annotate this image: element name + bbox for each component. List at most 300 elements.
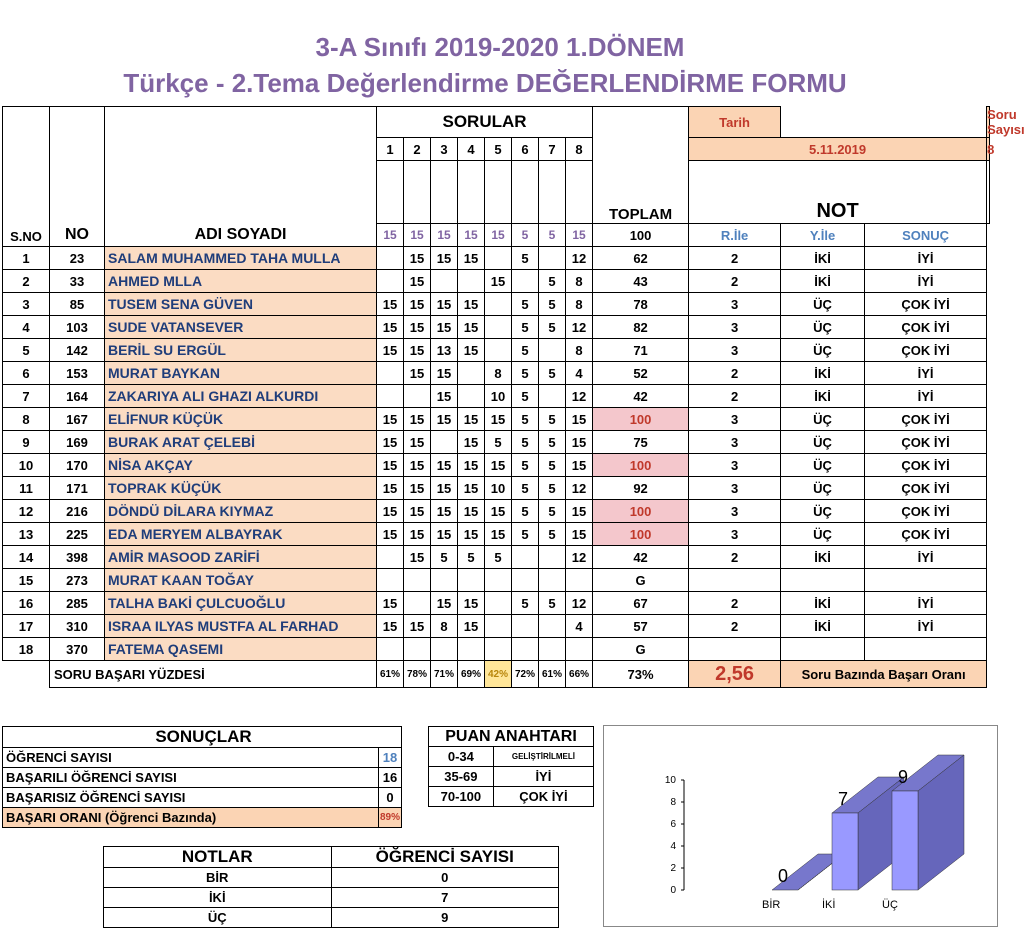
score-cell (512, 615, 539, 638)
question-percent: 42% (485, 661, 512, 688)
score-cell: 15 (404, 408, 431, 431)
score-cell: 5 (539, 477, 566, 500)
bar-data-label: 9 (898, 767, 909, 787)
student-r-grade (689, 638, 781, 661)
score-cell: 5 (539, 592, 566, 615)
question-percent: 61% (377, 661, 404, 688)
no-header: NO (50, 107, 105, 247)
student-r-grade: 2 (689, 270, 781, 293)
student-result: İYİ (865, 385, 987, 408)
score-cell: 15 (485, 500, 512, 523)
question-percent: 71% (431, 661, 458, 688)
score-cell: 15 (458, 247, 485, 270)
score-cell: 15 (377, 523, 404, 546)
student-total: 62 (593, 247, 689, 270)
score-cell: 15 (404, 546, 431, 569)
student-name: FATEMA QASEMI (105, 638, 377, 661)
student-no: 273 (50, 569, 105, 592)
score-cell: 5 (485, 546, 512, 569)
question-number: 6 (512, 138, 539, 161)
results-row (3, 748, 402, 768)
student-total: 100 (593, 523, 689, 546)
score-cell: 5 (512, 431, 539, 454)
grade-count: 0 (331, 868, 559, 888)
score-cell: 8 (485, 362, 512, 385)
student-y-grade: ÜÇ (781, 293, 865, 316)
results-label: ÖĞRENCİ SAYISI (3, 748, 379, 768)
student-r-grade: 3 (689, 477, 781, 500)
results-value: 16 (379, 768, 402, 788)
question-points: 5 (539, 224, 566, 247)
student-sno: 5 (3, 339, 50, 362)
student-y-grade: ÜÇ (781, 408, 865, 431)
score-cell: 5 (512, 362, 539, 385)
score-cell (404, 385, 431, 408)
score-range: 0-34 (429, 747, 494, 767)
score-cell: 15 (431, 592, 458, 615)
student-result: ÇOK İYİ (865, 431, 987, 454)
results-value: 0 (379, 788, 402, 808)
student-r-grade: 2 (689, 247, 781, 270)
student-r-grade: 2 (689, 592, 781, 615)
table-row (3, 247, 990, 270)
student-r-grade: 3 (689, 454, 781, 477)
score-cell: 15 (377, 477, 404, 500)
max-total: 100 (593, 224, 689, 247)
score-cell: 4 (566, 362, 593, 385)
score-cell (485, 638, 512, 661)
score-cell: 15 (566, 454, 593, 477)
student-sno: 7 (3, 385, 50, 408)
score-cell: 15 (566, 431, 593, 454)
score-cell: 15 (404, 500, 431, 523)
score-cell (377, 247, 404, 270)
score-cell (377, 270, 404, 293)
score-cell: 15 (566, 500, 593, 523)
score-cell: 15 (458, 615, 485, 638)
score-cell: 5 (512, 339, 539, 362)
grade-count-table (103, 846, 559, 928)
score-cell: 15 (404, 316, 431, 339)
question-percent: 61% (539, 661, 566, 688)
student-no: 285 (50, 592, 105, 615)
question-percent: 69% (458, 661, 485, 688)
score-cell: 15 (404, 454, 431, 477)
student-sno: 13 (3, 523, 50, 546)
grade-name: İKİ (104, 888, 332, 908)
question-percent: 66% (566, 661, 593, 688)
x-tick-label: ÜÇ (882, 899, 898, 911)
student-no: 33 (50, 270, 105, 293)
table-row (3, 569, 990, 592)
x-tick-label: BİR (762, 899, 781, 911)
score-cell: 5 (512, 408, 539, 431)
student-r-grade: 3 (689, 523, 781, 546)
student-name: SALAM MUHAMMED TAHA MULLA (105, 247, 377, 270)
score-cell: 15 (431, 293, 458, 316)
table-row (3, 408, 990, 431)
score-cell: 15 (566, 523, 593, 546)
score-cell (539, 638, 566, 661)
score-cell: 15 (404, 523, 431, 546)
score-cell: 15 (431, 454, 458, 477)
student-total: 67 (593, 592, 689, 615)
student-sno: 6 (3, 362, 50, 385)
table-row (3, 431, 990, 454)
student-total: 100 (593, 500, 689, 523)
student-r-grade: 3 (689, 316, 781, 339)
student-result: ÇOK İYİ (865, 500, 987, 523)
score-cell: 5 (539, 408, 566, 431)
score-cell: 15 (458, 523, 485, 546)
question-points: 15 (404, 224, 431, 247)
not-header: NOT (689, 161, 987, 224)
score-cell (539, 569, 566, 592)
student-name: MURAT BAYKAN (105, 362, 377, 385)
grade-count-row (104, 908, 559, 928)
student-sno: 1 (3, 247, 50, 270)
student-y-grade (781, 569, 865, 592)
sno-header: S.NO (3, 107, 50, 247)
score-cell: 15 (377, 316, 404, 339)
student-total: 57 (593, 615, 689, 638)
date-label: Tarih (689, 107, 781, 138)
results-label: BAŞARI ORANI (Öğrenci Bazında) (3, 808, 379, 828)
score-cell (539, 339, 566, 362)
score-cell (566, 638, 593, 661)
student-no: 23 (50, 247, 105, 270)
score-cell: 15 (458, 431, 485, 454)
question-number: 8 (566, 138, 593, 161)
student-no: 164 (50, 385, 105, 408)
score-cell: 12 (566, 477, 593, 500)
score-key-row (429, 747, 594, 767)
student-name: NİSA AKÇAY (105, 454, 377, 477)
score-cell: 15 (431, 523, 458, 546)
student-total: G (593, 638, 689, 661)
student-result: ÇOK İYİ (865, 523, 987, 546)
student-sno: 11 (3, 477, 50, 500)
question-points: 15 (485, 224, 512, 247)
score-cell (485, 247, 512, 270)
score-cell: 15 (485, 523, 512, 546)
student-total: 42 (593, 546, 689, 569)
score-cell: 12 (566, 247, 593, 270)
score-cell: 8 (566, 270, 593, 293)
date-value: 5.11.2019 (689, 138, 987, 161)
score-cell (404, 569, 431, 592)
student-y-grade: ÜÇ (781, 454, 865, 477)
score-cell: 5 (539, 270, 566, 293)
score-cell: 4 (566, 615, 593, 638)
student-r-grade: 3 (689, 500, 781, 523)
score-cell: 15 (377, 454, 404, 477)
grade-count: 9 (331, 908, 559, 928)
summary-row (3, 661, 990, 688)
score-cell: 15 (377, 293, 404, 316)
score-cell: 10 (485, 385, 512, 408)
student-y-grade: ÜÇ (781, 316, 865, 339)
score-cell (458, 385, 485, 408)
score-cell: 15 (377, 592, 404, 615)
student-result (865, 638, 987, 661)
score-cell (431, 431, 458, 454)
grades-col-header: NOTLAR (104, 847, 332, 868)
y-tick-label: 10 (664, 775, 676, 786)
score-cell: 15 (458, 592, 485, 615)
student-result: ÇOK İYİ (865, 454, 987, 477)
student-name: ISRAA ILYAS MUSTFA AL FARHAD (105, 615, 377, 638)
score-cell: 15 (458, 477, 485, 500)
student-sno: 10 (3, 454, 50, 477)
student-no: 398 (50, 546, 105, 569)
score-label: İYİ (493, 767, 593, 787)
student-name: BURAK ARAT ÇELEBİ (105, 431, 377, 454)
score-cell (458, 638, 485, 661)
score-cell (431, 638, 458, 661)
score-cell: 15 (485, 408, 512, 431)
table-row (3, 477, 990, 500)
student-r-grade: 3 (689, 339, 781, 362)
score-cell (512, 270, 539, 293)
score-cell: 15 (458, 339, 485, 362)
student-result: İYİ (865, 615, 987, 638)
score-cell (485, 316, 512, 339)
question-count-label: Soru Sayısı (987, 107, 1025, 137)
score-cell (512, 546, 539, 569)
question-percent: 78% (404, 661, 431, 688)
grade-count-row (104, 888, 559, 908)
y-tick-label: 8 (670, 797, 676, 808)
student-sno: 17 (3, 615, 50, 638)
student-result: İYİ (865, 546, 987, 569)
score-cell: 15 (404, 339, 431, 362)
score-cell: 15 (404, 615, 431, 638)
question-number: 5 (485, 138, 512, 161)
student-name: TUSEM SENA GÜVEN (105, 293, 377, 316)
student-name: BERİL SU ERGÜL (105, 339, 377, 362)
results-row (3, 808, 402, 828)
grade-count: 7 (331, 888, 559, 908)
score-cell: 5 (539, 454, 566, 477)
score-cell: 15 (458, 408, 485, 431)
student-y-grade: ÜÇ (781, 477, 865, 500)
student-total: G (593, 569, 689, 592)
student-result: İYİ (865, 592, 987, 615)
table-row (3, 293, 990, 316)
student-result: İYİ (865, 362, 987, 385)
student-y-grade: ÜÇ (781, 431, 865, 454)
score-cell: 5 (539, 316, 566, 339)
student-total: 71 (593, 339, 689, 362)
question-percent: 72% (512, 661, 539, 688)
score-cell (485, 339, 512, 362)
score-range: 70-100 (429, 787, 494, 807)
student-sno: 9 (3, 431, 50, 454)
score-range: 35-69 (429, 767, 494, 787)
score-cell (458, 270, 485, 293)
results-label: BAŞARILI ÖĞRENCİ SAYISI (3, 768, 379, 788)
score-cell (485, 293, 512, 316)
student-no: 103 (50, 316, 105, 339)
table-row (3, 638, 990, 661)
score-cell (458, 362, 485, 385)
score-key-title: PUAN ANAHTARI (429, 727, 594, 747)
bar (832, 813, 858, 890)
student-total: 100 (593, 408, 689, 431)
student-result: İYİ (865, 270, 987, 293)
score-cell (485, 615, 512, 638)
score-cell (431, 270, 458, 293)
student-name: TALHA BAKİ ÇULCUOĞLU (105, 592, 377, 615)
score-cell: 15 (566, 408, 593, 431)
grade-name: BİR (104, 868, 332, 888)
score-cell: 5 (512, 385, 539, 408)
score-cell: 15 (431, 477, 458, 500)
score-cell: 12 (566, 592, 593, 615)
student-y-grade: İKİ (781, 247, 865, 270)
page-subtitle: Türkçe - 2.Tema Değerlendirme DEĞERLENDİRME FORMU (123, 68, 847, 98)
student-no: 171 (50, 477, 105, 500)
student-name: ELİFNUR KÜÇÜK (105, 408, 377, 431)
score-cell: 5 (512, 523, 539, 546)
score-cell: 8 (566, 293, 593, 316)
score-cell: 5 (539, 293, 566, 316)
score-cell (566, 569, 593, 592)
bar (892, 791, 918, 890)
score-cell: 15 (431, 500, 458, 523)
results-label: BAŞARISIZ ÖĞRENCİ SAYISI (3, 788, 379, 808)
student-sno: 12 (3, 500, 50, 523)
grade-chart-svg (604, 726, 997, 926)
student-r-grade: 2 (689, 362, 781, 385)
score-cell (485, 569, 512, 592)
count-col-header: ÖĞRENCİ SAYISI (331, 847, 559, 868)
score-cell: 5 (485, 431, 512, 454)
student-total: 92 (593, 477, 689, 500)
results-row (3, 788, 402, 808)
student-no: 216 (50, 500, 105, 523)
student-y-grade: İKİ (781, 592, 865, 615)
score-cell (539, 247, 566, 270)
score-cell (404, 638, 431, 661)
results-title: SONUÇLAR (3, 727, 402, 748)
student-sno: 8 (3, 408, 50, 431)
grades-table (2, 106, 1025, 688)
grade-count-row (104, 868, 559, 888)
student-r-grade: 3 (689, 408, 781, 431)
student-total: 78 (593, 293, 689, 316)
sonuc-header: SONUÇ (865, 224, 987, 247)
score-cell: 15 (431, 385, 458, 408)
student-no: 142 (50, 339, 105, 362)
score-cell: 8 (566, 339, 593, 362)
score-cell (485, 592, 512, 615)
score-cell (458, 569, 485, 592)
score-cell: 5 (512, 293, 539, 316)
student-y-grade (781, 638, 865, 661)
score-cell (377, 569, 404, 592)
y-ile-header: Y.İle (781, 224, 865, 247)
questions-header: SORULAR (377, 107, 593, 138)
question-points: 5 (512, 224, 539, 247)
name-header: ADI SOYADI (105, 107, 377, 247)
score-cell: 15 (377, 615, 404, 638)
student-sno: 15 (3, 569, 50, 592)
score-key-row (429, 787, 594, 807)
score-cell: 13 (431, 339, 458, 362)
score-cell: 5 (512, 454, 539, 477)
student-y-grade: İKİ (781, 270, 865, 293)
student-no: 310 (50, 615, 105, 638)
question-number: 3 (431, 138, 458, 161)
student-result: ÇOK İYİ (865, 316, 987, 339)
question-points: 15 (458, 224, 485, 247)
student-no: 85 (50, 293, 105, 316)
question-count-value: 8 (987, 138, 990, 161)
student-r-grade: 2 (689, 385, 781, 408)
score-cell: 15 (377, 339, 404, 362)
score-cell: 15 (458, 454, 485, 477)
score-cell: 15 (458, 500, 485, 523)
student-result: İYİ (865, 247, 987, 270)
score-cell (377, 546, 404, 569)
student-total: 82 (593, 316, 689, 339)
student-total: 100 (593, 454, 689, 477)
score-cell: 15 (404, 362, 431, 385)
table-row (3, 615, 990, 638)
score-cell: 10 (485, 477, 512, 500)
score-label: ÇOK İYİ (493, 787, 593, 807)
score-cell: 15 (377, 500, 404, 523)
score-cell: 12 (566, 316, 593, 339)
student-name: MURAT KAAN TOĞAY (105, 569, 377, 592)
results-row (3, 768, 402, 788)
score-cell: 5 (539, 523, 566, 546)
student-sno: 14 (3, 546, 50, 569)
average-grade: 2,56 (689, 661, 781, 688)
grade-chart (603, 725, 998, 927)
score-cell: 15 (377, 431, 404, 454)
student-no: 225 (50, 523, 105, 546)
score-cell: 15 (431, 408, 458, 431)
score-cell (377, 638, 404, 661)
score-cell: 15 (404, 293, 431, 316)
total-percent: 73% (593, 661, 689, 688)
score-cell: 15 (431, 316, 458, 339)
y-tick-label: 2 (670, 863, 676, 874)
student-total: 75 (593, 431, 689, 454)
student-result: ÇOK İYİ (865, 339, 987, 362)
score-cell: 15 (377, 408, 404, 431)
student-name: SUDE VATANSEVER (105, 316, 377, 339)
student-y-grade: ÜÇ (781, 339, 865, 362)
y-tick-label: 6 (670, 819, 676, 830)
student-name: EDA MERYEM ALBAYRAK (105, 523, 377, 546)
student-total: 43 (593, 270, 689, 293)
score-cell: 15 (404, 247, 431, 270)
score-cell: 12 (566, 385, 593, 408)
student-sno: 2 (3, 270, 50, 293)
question-points: 15 (377, 224, 404, 247)
table-row (3, 362, 990, 385)
student-no: 170 (50, 454, 105, 477)
student-sno: 4 (3, 316, 50, 339)
score-cell: 5 (512, 500, 539, 523)
student-result: ÇOK İYİ (865, 477, 987, 500)
student-y-grade: İKİ (781, 385, 865, 408)
score-cell: 15 (485, 454, 512, 477)
